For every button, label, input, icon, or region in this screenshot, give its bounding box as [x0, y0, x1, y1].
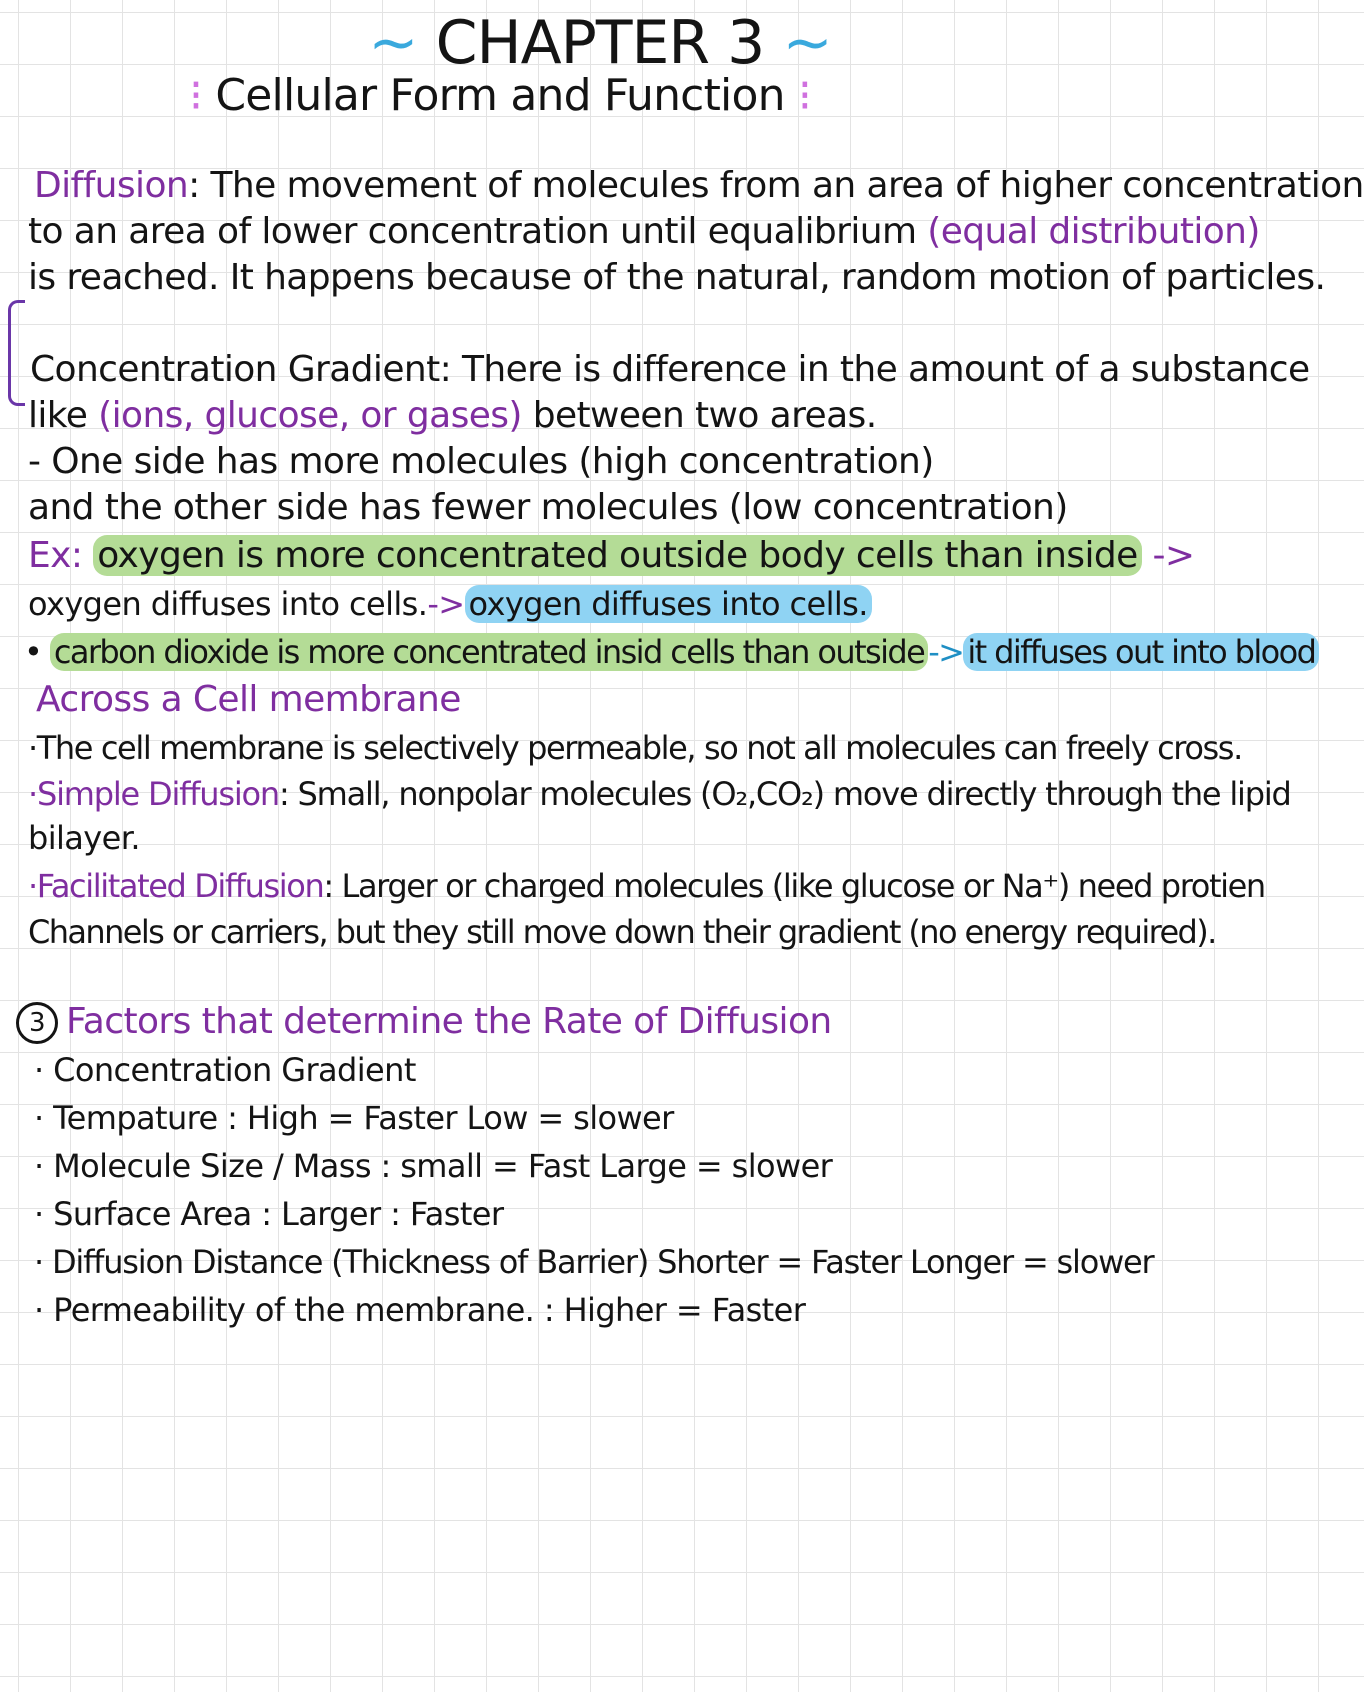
bracket-arrow-icon: [8, 300, 25, 406]
subtitle-deco-right: ⁝: [797, 70, 812, 121]
arrow-right-icon: ->: [427, 585, 465, 623]
facilitated-diffusion-text: : Larger or charged molecules (like glucose or Na⁺) need protien: [323, 867, 1265, 905]
example-oxygen-highlight: oxygen is more concentrated outside body cells than inside: [93, 535, 1141, 576]
simple-diffusion-line-2: bilayer.: [28, 819, 140, 857]
gradient-line-2: [28, 395, 877, 436]
factor-item: · Permeability of the membrane. : Higher = Faster: [34, 1291, 806, 1329]
gradient-term: Concentration Gradient: [30, 349, 440, 390]
arrow-right-icon: ->: [1152, 535, 1195, 576]
factors-heading-row: [16, 1002, 832, 1044]
simple-diffusion-term: ·Simple Diffusion: [28, 775, 279, 813]
gradient-like: like: [28, 395, 88, 436]
example-co2-diffuses-highlight: it diffuses out into blood: [963, 633, 1319, 671]
title-tilde-left: ~: [368, 8, 418, 78]
example-line-2: [28, 585, 872, 623]
page-subtitle: [0, 70, 1000, 121]
bullet-icon: •: [24, 633, 42, 671]
factor-item: · Surface Area : Larger : Faster: [34, 1195, 504, 1233]
diffusion-equal-distribution: (equal distribution): [927, 211, 1260, 252]
facilitated-diffusion-term: ·Facilitated Diffusion: [28, 867, 324, 905]
simple-diffusion-line: [28, 775, 1291, 813]
example-label: Ex:: [28, 535, 83, 576]
diffusion-line-1-text: : The movement of molecules from an area of higher concentration: [188, 165, 1364, 206]
diffusion-line-2: [28, 211, 1260, 252]
gradient-line-1: [30, 349, 1310, 390]
chapter-subtitle: Cellular Form and Function: [215, 70, 785, 121]
factor-item: · Diffusion Distance (Thickness of Barrier) Shorter = Faster Longer = slower: [34, 1243, 1154, 1281]
example-oxygen-diffuses: oxygen diffuses into cells.: [28, 585, 428, 623]
simple-diffusion-text: : Small, nonpolar molecules (O₂,CO₂) move directly through the lipid: [278, 775, 1291, 813]
gradient-line-4: and the other side has fewer molecules (low concentration): [28, 487, 1068, 528]
factor-item: · Concentration Gradient: [34, 1051, 416, 1089]
page-title: [0, 8, 1200, 78]
example-line-1: [28, 535, 1195, 576]
diffusion-line-2-text: to an area of lower concentration until equalibrium: [28, 211, 917, 252]
diffusion-line-3: is reached. It happens because of the natural, random motion of particles.: [28, 257, 1326, 298]
diffusion-term: Diffusion: [34, 165, 189, 206]
example-oxygen-diffuses-highlight: oxygen diffuses into cells.: [465, 585, 872, 623]
facilitated-diffusion-line: [28, 867, 1265, 905]
factor-item: · Molecule Size / Mass : small = Fast Large = slower: [34, 1147, 833, 1185]
gradient-line-3: - One side has more molecules (high concentration): [28, 441, 934, 482]
arrow-right-icon: ->: [928, 633, 964, 671]
example-line-3: [24, 633, 1319, 671]
number-circle-icon: 3: [16, 1002, 58, 1044]
gradient-examples: (ions, glucose, or gases): [98, 395, 522, 436]
diffusion-line-1: [34, 165, 1364, 206]
chapter-title: CHAPTER 3: [435, 8, 765, 78]
factor-item: · Tempature : High = Faster Low = slower: [34, 1099, 674, 1137]
membrane-line-1: ·The cell membrane is selectively permeable, so not all molecules can freely cross.: [28, 729, 1242, 767]
membrane-heading: Across a Cell membrane: [36, 679, 461, 720]
title-tilde-right: ~: [782, 8, 832, 78]
factors-heading: Factors that determine the Rate of Diffusion: [66, 1001, 832, 1042]
facilitated-diffusion-line-2: Channels or carriers, but they still move down their gradient (no energy required).: [28, 913, 1216, 951]
gradient-between: between two areas.: [532, 395, 877, 436]
example-co2-highlight: carbon dioxide is more concentrated insid cells than outside: [50, 633, 928, 671]
subtitle-deco-left: ⁝: [188, 70, 203, 121]
gradient-line-1-text: : There is difference in the amount of a substance: [439, 349, 1310, 390]
